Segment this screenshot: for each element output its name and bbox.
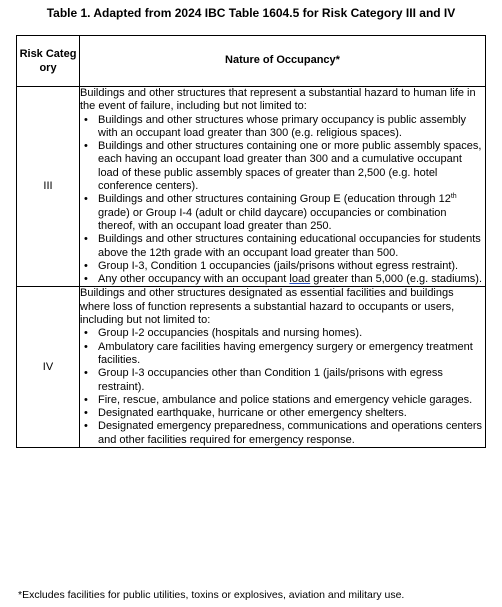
list-item xyxy=(98,193,485,233)
occupancy-list xyxy=(80,114,485,287)
list-item: • Designated emergency preparedness, communications and operations centers and other facilities required for emergency response. xyxy=(98,420,485,447)
list-item-text: greater than 5,000 (e.g. stadiums). xyxy=(310,273,483,286)
list-item-text: Any other occupancy with an occupant xyxy=(98,273,290,286)
list-item: • Group I-3 occupancies other than Condition 1 (jails/prisons with egress restraint). xyxy=(98,367,485,394)
list-item: • Buildings and other structures containing educational occupancies for students above the 12th grade with an occupant load greater than 500. xyxy=(98,233,485,260)
category-intro: Buildings and other structures designated as essential facilities and buildings where loss of function represents a substantial hazard to occupants or users, including but not limited to: xyxy=(80,287,455,327)
list-item: • Buildings and other structures containing one or more public assembly spaces, each having an occupant load greater than 300 and a cumulative occupant load of these public assembly spaces of greater than 2,500 (e.g. hotel conference centers). xyxy=(98,140,485,193)
list-item: • Ambulatory care facilities having emergency surgery or emergency treatment facilities. xyxy=(98,341,485,368)
list-item: • Group I-3, Condition 1 occupancies (jails/prisons without egress restraint). xyxy=(98,260,485,273)
occupancy-description-cell xyxy=(80,87,486,287)
list-item-text: grade) or Group I-4 (adult or child daycare) occupancies or combination thereof, with an occupant load greater than 250. xyxy=(98,206,447,232)
header-risk-category: Risk Category xyxy=(17,36,80,87)
table-header-row xyxy=(17,36,486,87)
list-item: • Group I-2 occupancies (hospitals and nursing homes). xyxy=(98,327,485,340)
list-item: • Buildings and other structures whose primary occupancy is public assembly with an occupant load greater than 300 (e.g. religious spaces). xyxy=(98,114,485,141)
risk-category-cell: IV xyxy=(17,287,80,448)
table-row xyxy=(17,287,486,448)
occupancy-description-cell xyxy=(80,287,486,448)
risk-category-cell: III xyxy=(17,87,80,287)
table-title: Table 1. Adapted from 2024 IBC Table 1604.5 for Risk Category III and IV xyxy=(46,6,456,20)
list-item: • Fire, rescue, ambulance and police stations and emergency vehicle garages. xyxy=(98,394,485,407)
list-item: • Designated earthquake, hurricane or other emergency shelters. xyxy=(98,407,485,420)
ordinal-suffix: th xyxy=(450,193,457,201)
list-item xyxy=(98,273,485,286)
occupancy-list xyxy=(80,327,485,447)
category-intro: Buildings and other structures that represent a substantial hazard to human life in the event of failure, including but not limited to: xyxy=(80,87,476,113)
underlined-word: load xyxy=(289,273,311,286)
table-footnote: *Excludes facilities for public utilities, toxins or explosives, aviation and military use. xyxy=(18,589,405,601)
list-item-text: Buildings and other structures containing Group E (education through 12 xyxy=(98,193,451,206)
table-row xyxy=(17,87,486,287)
occupancy-table xyxy=(16,35,486,448)
header-nature-of-occupancy: Nature of Occupancy* xyxy=(80,36,486,87)
